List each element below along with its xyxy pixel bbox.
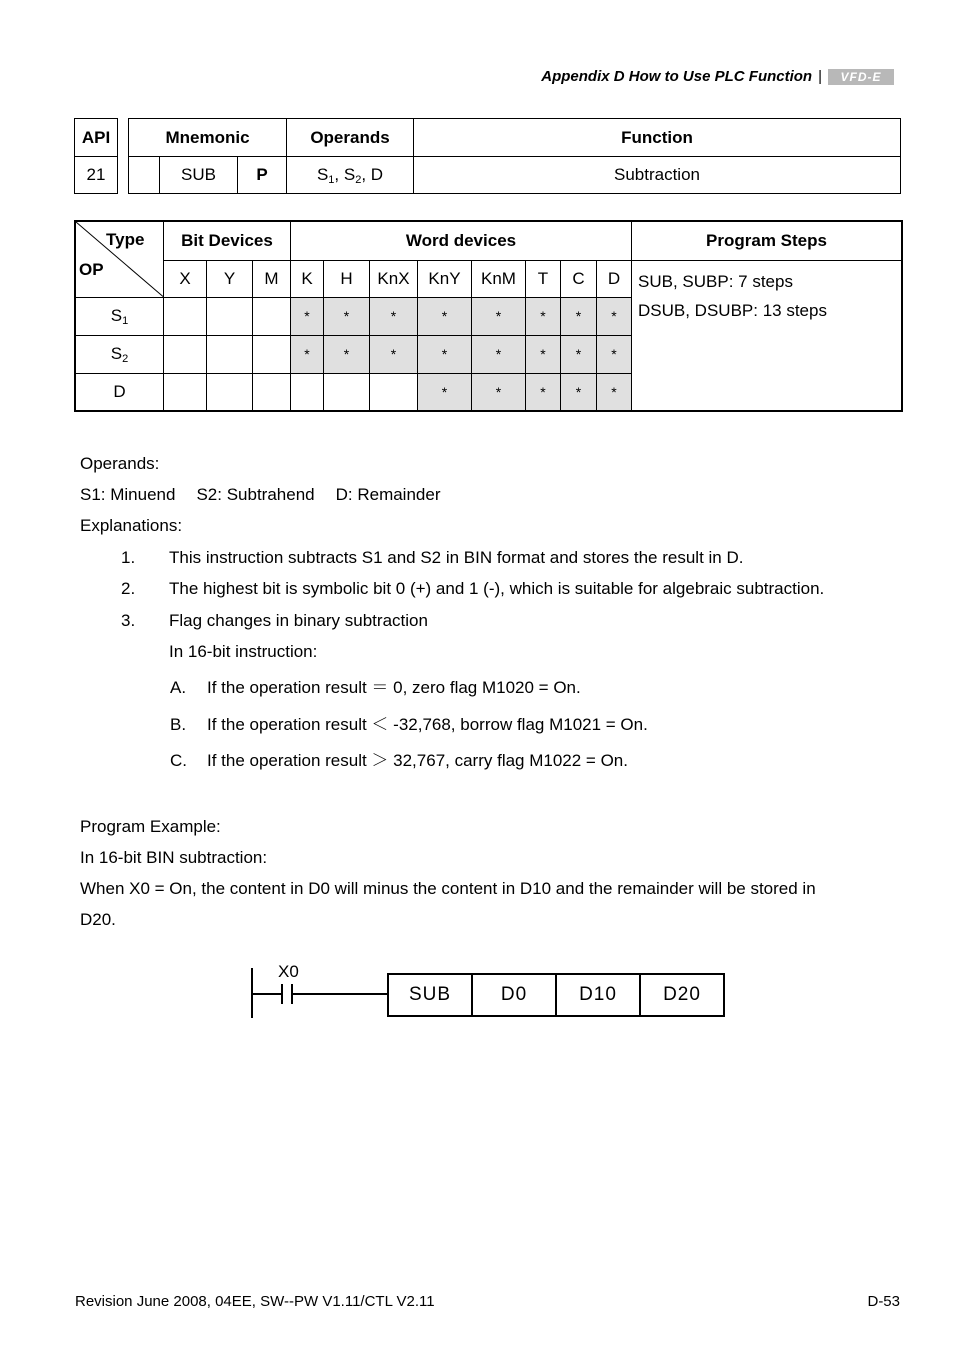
sub-item-letter: B. <box>170 715 187 734</box>
op-d <box>75 373 164 411</box>
cell-kny: * <box>418 335 472 373</box>
steps-line-2: DSUB, DSUBP: 13 steps <box>638 300 827 320</box>
cell-knx <box>370 373 418 411</box>
contact-label: X0 <box>278 962 299 981</box>
sub-item-letter: C. <box>170 751 187 770</box>
cell-h: * <box>324 297 370 335</box>
col-header: M <box>253 260 291 297</box>
col-header: K <box>291 260 324 297</box>
cell-x <box>164 373 207 411</box>
pulse-cell: P <box>238 157 287 194</box>
operand-s1: S <box>316 164 329 184</box>
word-devices-header: Word devices <box>291 221 632 260</box>
op-subscript: 1 <box>122 314 129 327</box>
explanations-title: Explanations: <box>80 516 183 535</box>
type-op-cell <box>75 221 164 297</box>
header-title: Appendix D How to Use PLC Function <box>541 68 813 85</box>
program-steps-header: Program Steps <box>632 221 903 260</box>
op-name: S <box>110 343 123 363</box>
cell-t: * <box>526 335 561 373</box>
cell-m <box>253 373 291 411</box>
footer-page-number: D-53 <box>867 1293 900 1310</box>
operands-section <box>80 448 440 541</box>
col-header: D <box>597 260 632 297</box>
cell-k: * <box>291 335 324 373</box>
cell-y <box>207 335 253 373</box>
list-item: This instruction subtracts S1 and S2 in BIN format and stores the result in D. <box>169 548 744 567</box>
sub-title: In 16-bit instruction: <box>169 642 318 661</box>
op-subscript: 2 <box>122 352 129 365</box>
op-s2 <box>75 335 164 373</box>
operand-d-desc: D: Remainder <box>335 485 441 504</box>
operand-d: , D <box>361 164 384 184</box>
op-s1 <box>75 297 164 335</box>
steps-line-1: SUB, SUBP: 7 steps <box>638 271 793 291</box>
sub-item: If the operation result ＜ -32,768, borrow flag M1021 = On. <box>207 715 648 734</box>
col-header: C <box>561 260 597 297</box>
col-header: KnM <box>472 260 526 297</box>
example-section <box>80 811 816 935</box>
cell-knm: * <box>472 335 526 373</box>
cell-c: * <box>561 373 597 411</box>
cell-c: * <box>561 335 597 373</box>
operands-line <box>80 479 440 510</box>
function-cell: Subtraction <box>414 157 901 194</box>
cell-kny: * <box>418 373 472 411</box>
footer-revision: Revision June 2008, 04EE, SW--PW V1.11/CTL V2.11 <box>75 1293 435 1310</box>
bit-devices-header: Bit Devices <box>164 221 291 260</box>
table-gap <box>118 119 129 157</box>
sub-item: If the operation result ＝ 0, zero flag M1020 = On. <box>207 678 581 697</box>
cell-knm: * <box>472 297 526 335</box>
cell-knm: * <box>472 373 526 411</box>
cell-knx: * <box>370 297 418 335</box>
type-label: Type <box>106 230 145 249</box>
cell-h <box>324 373 370 411</box>
example-line-2: When X0 = On, the content in D0 will minus the content in D10 and the remainder will be stored in <box>80 879 816 898</box>
cell-d: * <box>597 297 632 335</box>
sub-item-letter: A. <box>170 678 187 697</box>
instruction-mnemonic: SUB <box>389 975 473 1015</box>
col-header: KnY <box>418 260 472 297</box>
mnemonic-header: Mnemonic <box>129 119 287 157</box>
instruction-operand-d: D20 <box>663 984 701 1005</box>
operand-s2-desc: S2: Subtrahend <box>196 485 315 504</box>
instruction-operand-s2: D10 <box>557 975 641 1015</box>
mnemonic-prefix-cell <box>129 157 160 194</box>
api-number: 21 <box>75 157 118 194</box>
col-header: Y <box>207 260 253 297</box>
cell-knx: * <box>370 335 418 373</box>
operand-s2: , S <box>334 164 356 184</box>
header-separator: | <box>818 68 822 85</box>
cell-x <box>164 335 207 373</box>
rung-wire-right <box>292 993 388 995</box>
cell-d: * <box>597 373 632 411</box>
vfd-e-logo <box>828 69 894 85</box>
cell-k: * <box>291 297 324 335</box>
operand-s1-subscript: 1 <box>328 173 335 186</box>
cell-kny: * <box>418 297 472 335</box>
example-title: Program Example: <box>80 817 221 836</box>
contact-left-plate <box>281 984 283 1004</box>
cell-m <box>253 335 291 373</box>
cell-m <box>253 297 291 335</box>
api-table <box>74 118 901 194</box>
col-header: T <box>526 260 561 297</box>
list-item-number: 2. <box>121 579 136 598</box>
cell-d: * <box>597 335 632 373</box>
col-header: H <box>324 260 370 297</box>
api-header: API <box>75 119 118 157</box>
instruction-operand-s1: D0 <box>473 975 557 1015</box>
cell-c: * <box>561 297 597 335</box>
sub-item: If the operation result ＞ 32,767, carry flag M1022 = On. <box>207 751 628 770</box>
rung-wire-left <box>253 993 281 995</box>
cell-k <box>291 373 324 411</box>
example-line-1: In 16-bit BIN subtraction: <box>80 848 268 867</box>
cell-x <box>164 297 207 335</box>
operands-title: Operands: <box>80 454 160 473</box>
cell-t: * <box>526 297 561 335</box>
mnemonic-cell: SUB <box>160 157 238 194</box>
op-name: S <box>110 305 123 325</box>
op-name: D <box>113 381 126 401</box>
operand-s2-subscript: 2 <box>355 173 362 186</box>
cell-t: * <box>526 373 561 411</box>
list-item: Flag changes in binary subtraction <box>169 611 428 630</box>
cell-h: * <box>324 335 370 373</box>
example-line-3: D20. <box>80 910 116 929</box>
operand-s1-desc: S1: Minuend <box>80 485 176 504</box>
logo-text: VFD-E <box>840 69 882 84</box>
list-item: The highest bit is symbolic bit 0 (+) and 1 (-), which is suitable for algebraic subtraction. <box>169 579 825 598</box>
instruction-box <box>387 973 725 1017</box>
operands-header: Operands <box>287 119 414 157</box>
function-header: Function <box>414 119 901 157</box>
table-gap <box>118 157 129 194</box>
cell-y <box>207 297 253 335</box>
op-label: OP <box>79 260 104 279</box>
operands-cell <box>287 157 414 194</box>
page-header <box>541 68 894 85</box>
program-steps-cell <box>632 260 903 411</box>
device-table <box>74 220 903 412</box>
list-item-number: 3. <box>121 611 136 630</box>
list-item-number: 1. <box>121 548 136 567</box>
col-header: KnX <box>370 260 418 297</box>
col-header: X <box>164 260 207 297</box>
cell-y <box>207 373 253 411</box>
